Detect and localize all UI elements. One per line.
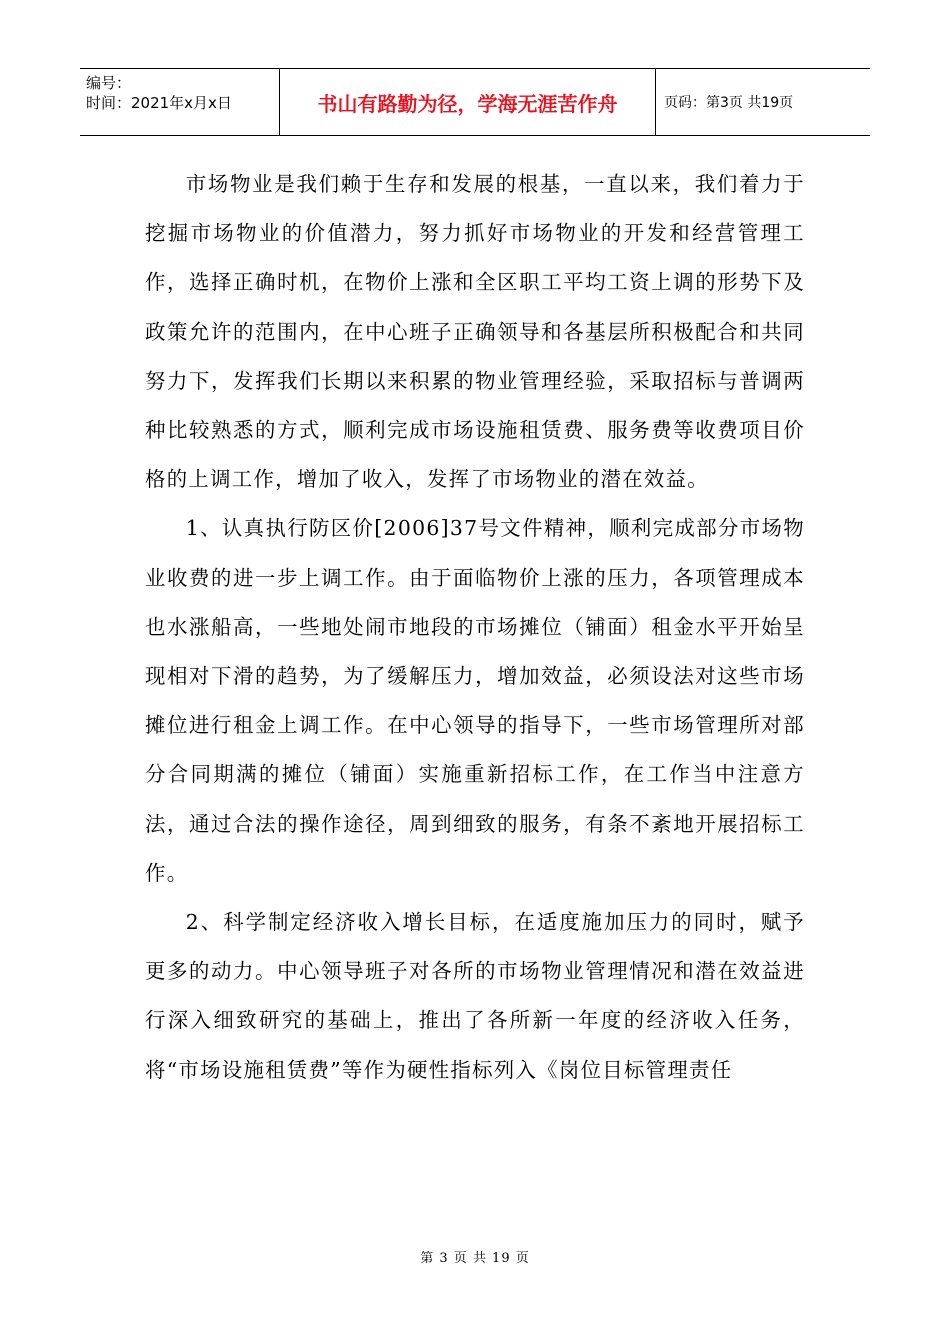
paragraph-intro: 市场物业是我们赖于生存和发展的根基，一直以来，我们着力于挖掘市场物业的价值潜力，努力抓好市场物业的开发和经营管理工作，选择正确时机，在物价上涨和全区职工平均工资上调的形势下及政策允许的范围内，在中心班子正确领导和各基层所积极配合和共同努力下，发挥我们长期以来积累的物业管理经验，采取招标与普调两种比较熟悉的方式，顺利完成市场设施租赁费、服务费等收费项目价格的上调工作，增加了收入，发挥了市场物业的潜在效益。	[145, 172, 805, 492]
doc-number-label: 编号：	[86, 74, 132, 92]
header-meta	[80, 69, 280, 135]
doc-time-label: 时间：2021年x月x日	[86, 94, 232, 112]
header-motto: 书山有路勤为径，学海无涯苦作舟	[280, 69, 656, 135]
paragraph-item-2: 2、科学制定经济收入增长目标，在适度施加压力的同时，赋予更多的动力。中心领导班子对各所的市场物业管理情况和潜在效益进行深入细致研究的基础上，推出了各所新一年度的经济收入任务，将“市场设施租赁费”等作为硬性指标列入《岗位目标管理责任	[145, 910, 805, 1082]
page-header	[80, 68, 870, 136]
page-footer: 第 3 页 共 19 页	[420, 1251, 530, 1266]
paragraph-item-1: 1、认真执行防区价[2006]37号文件精神，顺利完成部分市场物业收费的进一步上调工作。由于面临物价上涨的压力，各项管理成本也水涨船高，一些地处闹市地段的市场摊位（铺面）租金水平开始呈现相对下滑的趋势，为了缓解压力，增加效益，必须设法对这些市场摊位进行租金上调工作。在中心领导的指导下，一些市场管理所对部分合同期满的摊位（铺面）实施重新招标工作，在工作当中注意方法，通过合法的操作途径，周到细致的服务，有条不紊地开展招标工作。	[145, 516, 805, 885]
header-page-info: 页码：第3页 共19页	[664, 95, 794, 111]
document-body	[145, 160, 805, 1095]
